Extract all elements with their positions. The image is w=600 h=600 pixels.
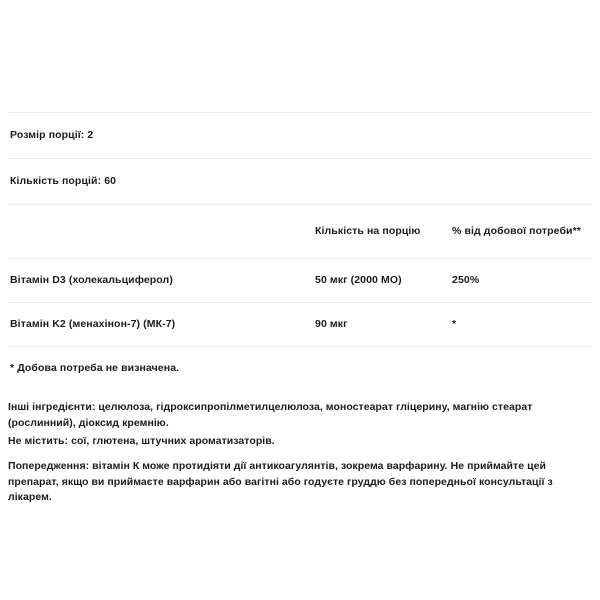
- nutrient-amount: 90 мкг: [315, 318, 348, 330]
- serving-size-label: Розмір порції: 2: [10, 129, 94, 141]
- nutrient-name: Вітамін K2 (менахінон-7) (МК-7): [10, 318, 176, 330]
- other-ingredients-paragraph: Інші інгредієнти: целюлоза, гідроксипропілметилцелюлоза, моностеарат гліцерину, магнію стеарат (рослинний), діоксид кремнію.: [8, 401, 533, 429]
- supplement-facts-table: [8, 112, 592, 347]
- daily-value-footnote: * Добова потреба не визначена.: [10, 362, 180, 374]
- table-row: [8, 259, 592, 303]
- column-header-percent-daily-value: % від добової потреби**: [452, 225, 581, 237]
- free-from-paragraph: Не містить: сої, глютена, штучних ароматизаторів.: [8, 435, 275, 447]
- table-row: [8, 303, 592, 347]
- nutrient-name: Вітамін D3 (холекальциферол): [10, 274, 173, 286]
- table-row-serving-size: [8, 113, 592, 159]
- nutrient-daily-value: *: [452, 318, 457, 330]
- table-header-row: [8, 205, 592, 259]
- servings-amount-cell: [315, 159, 452, 205]
- nutrient-daily-value: 250%: [452, 274, 480, 286]
- table-row-servings-per-container: [8, 159, 592, 205]
- column-header-amount-per-serving: Кількість на порцію: [315, 225, 421, 237]
- serving-size-dv-cell: [452, 113, 592, 159]
- nutrient-amount: 50 мкг (2000 МО): [315, 274, 402, 286]
- warning-paragraph: Попередження: вітамін К може протидіяти дії антикоагулянтів, зокрема варфарину. Не приймайте цей препарат, якщо ви приймаєте варфарин або вагітні або годуєте груддю без попередньої консультації з лікарем.: [8, 460, 553, 503]
- servings-dv-cell: [452, 159, 592, 205]
- servings-per-container-label: Кількість порцій: 60: [10, 175, 117, 187]
- serving-size-amount-cell: [315, 113, 452, 159]
- column-header-name: [8, 205, 315, 259]
